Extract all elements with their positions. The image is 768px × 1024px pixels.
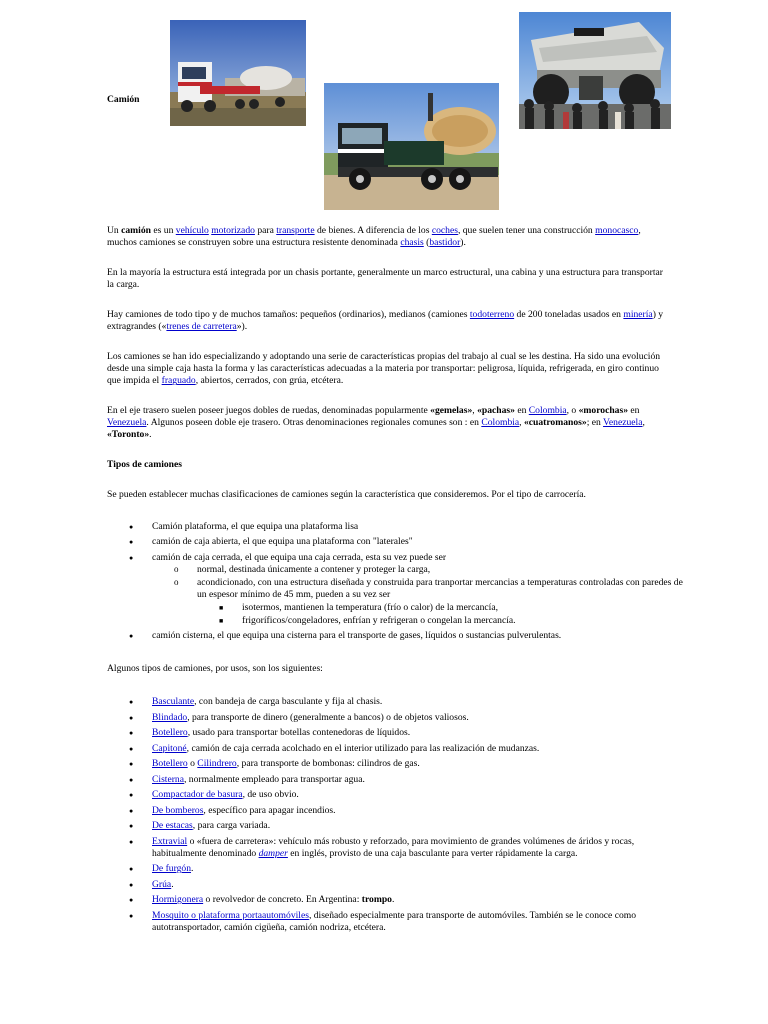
page-title: Camión bbox=[107, 94, 140, 105]
link-botellero[interactable]: Botellero bbox=[152, 727, 188, 738]
link-colombia-2[interactable]: Colombia bbox=[481, 417, 520, 429]
sub-list-item: o normal, destinada únicamente a contener y proteger la carga, bbox=[152, 564, 687, 576]
list-item: ● De estacas, para carga variada. bbox=[107, 820, 687, 832]
link-grua[interactable]: Grúa bbox=[152, 878, 172, 890]
types-intro-paragraph: Se pueden establecer muchas clasificaciones de camiones según la característica que consideremos. Por el tipo de carrocería. bbox=[107, 489, 586, 500]
uses-list bbox=[107, 696, 687, 937]
term-camion: camión bbox=[121, 225, 151, 236]
link-todoterreno[interactable]: todoterreno bbox=[469, 309, 515, 320]
link-fraguado[interactable]: fraguado bbox=[161, 375, 196, 387]
link-motorizado[interactable]: motorizado bbox=[211, 225, 255, 236]
link-capitone[interactable]: Capitoné bbox=[152, 742, 187, 754]
sizes-paragraph: Hay camiones de todo tipo y de muchos tamaños: pequeños (ordinarios), medianos (camiones todoterreno de 200 toneladas usados en minería) y extragrandes («trenes de carretera»). bbox=[107, 309, 664, 333]
link-chasis[interactable]: chasis bbox=[400, 237, 424, 249]
link-venezuela-2[interactable]: Venezuela bbox=[603, 417, 643, 429]
list-item: ● Compactador de basura, de uso obvio. bbox=[107, 789, 687, 801]
structure-paragraph: En la mayoría la estructura está integrada por un chasis portante, generalmente un marco estructural, una cabina y una estructura para transportar la carga. bbox=[107, 267, 663, 291]
mining-truck-photo bbox=[519, 12, 671, 129]
truck-transport-photo bbox=[170, 20, 306, 126]
link-de-furgon[interactable]: De furgón bbox=[152, 863, 191, 875]
list-item: ● Capitoné, camión de caja cerrada acolchado en el interior utilizado para las realización de mudanzas. bbox=[107, 743, 687, 755]
link-botellero-2[interactable]: Botellero bbox=[152, 758, 188, 769]
sub-sub-list-item: ■ isotermos, mantienen la temperatura (frío o calor) de la mercancía, bbox=[197, 602, 687, 614]
link-cilindrero[interactable]: Cilindrero bbox=[197, 758, 237, 769]
list-item: ● Botellero o Cilindrero, para transporte de bombonas: cilindros de gas. bbox=[107, 758, 687, 770]
intro-paragraph: Un camión es un vehículo motorizado para transporte de bienes. A diferencia de los coches, que suelen tener una construcción monocasco, muchos camiones se construyen sobre una estructura resistente denominada chasis (bastidor). bbox=[107, 225, 641, 249]
link-trenes-de-carretera[interactable]: trenes de carretera bbox=[166, 321, 237, 333]
list-item: ● Botellero, usado para transportar botellas contenedoras de líquidos. bbox=[107, 727, 687, 739]
link-de-estacas[interactable]: De estacas bbox=[152, 820, 193, 831]
link-vehiculo[interactable]: vehículo bbox=[175, 225, 209, 236]
uses-intro-paragraph: Algunos tipos de camiones, por usos, son los siguientes: bbox=[107, 663, 323, 674]
list-item: ● camión de caja cerrada, el que equipa una caja cerrada, esta su vez puede ser o normal, destinada únicamente a contener y proteger la carga, o acondicionado, con una estructura diseñada y construida para tranportar mercancias a temperaturas controladas con paredes de un espesor mínimo de 45 mm, pueden a su vez ser ■ isotermos, mantienen la temperatura (frío o calor) de la mercancía, ■ frigoríficos/congeladores, enfrían y refrigeran o congelan la mercancía. bbox=[107, 552, 687, 627]
specialization-paragraph: Los camiones se han ido especializando y adoptando una serie de características propias del trabajo al cual se les destina. Ha sido una evolución desde una simple caja hasta la forma y las características adecuadas a la materia por transportar: peligrosa, líquida, refrigerada, en giro continuo que impida el fraguado, abiertos, cerrados, con grúa, etcétera. bbox=[107, 351, 661, 387]
link-hormigonera[interactable]: Hormigonera bbox=[152, 894, 204, 906]
list-item: ● Cisterna, normalmente empleado para transportar agua. bbox=[107, 774, 687, 786]
link-de-bomberos[interactable]: De bomberos bbox=[152, 804, 204, 816]
list-item: ● Extravial o «fuera de carretera»: vehículo más robusto y reforzado, para movimiento de grandes volúmenes de áridos y rocas, habitualmente denominado damper en inglés, provisto de una caja basculante para verter rápidamente la carga. bbox=[107, 836, 687, 860]
link-venezuela[interactable]: Venezuela bbox=[107, 417, 147, 429]
types-heading: Tipos de camiones bbox=[107, 459, 182, 470]
link-blindado[interactable]: Blindado bbox=[152, 711, 188, 723]
link-bastidor[interactable]: bastidor bbox=[429, 237, 461, 249]
list-item: ● De bomberos, específico para apagar incendios. bbox=[107, 805, 687, 817]
list-item: ● Mosquito o plataforma portaautomóviles, diseñado especialmente para transporte de automóviles. También se le conoce como autotransportador, camión cigüeña, camión nodriza, etcétera. bbox=[107, 910, 687, 934]
list-item: ● Camión plataforma, el que equipa una plataforma lisa bbox=[107, 521, 687, 533]
link-damper[interactable]: damper bbox=[258, 847, 288, 859]
list-item: ● Grúa. bbox=[107, 879, 687, 891]
link-mineria[interactable]: minería bbox=[623, 309, 653, 320]
list-item: ● De furgón. bbox=[107, 863, 687, 875]
link-compactador-de-basura[interactable]: Compactador de basura bbox=[152, 789, 243, 800]
list-item: ● Hormigonera o revolvedor de concreto. En Argentina: trompo. bbox=[107, 894, 687, 906]
sub-sub-list-item: ■ frigoríficos/congeladores, enfrían y refrigeran o congelan la mercancía. bbox=[197, 615, 687, 627]
body-types-list bbox=[107, 521, 687, 645]
list-item: ● camión de caja abierta, el que equipa una plataforma con "laterales" bbox=[107, 536, 687, 548]
link-basculante[interactable]: Basculante bbox=[152, 696, 195, 707]
link-coches[interactable]: coches bbox=[431, 225, 458, 236]
link-mosquito[interactable]: Mosquito o plataforma portaautomóviles bbox=[152, 909, 309, 921]
link-cisterna[interactable]: Cisterna bbox=[152, 773, 184, 785]
list-item: ● Basculante, con bandeja de carga basculante y fija al chasis. bbox=[107, 696, 687, 708]
list-item: ● camión cisterna, el que equipa una cisterna para el transporte de gases, líquidos o sustancias pulverulentas. bbox=[107, 630, 687, 642]
sub-list-item: o acondicionado, con una estructura diseñada y construida para tranportar mercancias a temperaturas controladas con paredes de un espesor mínimo de 45 mm, pueden a su vez ser ■ isotermos, mantienen la temperatura (frío o calor) de la mercancía, ■ frigoríficos/congeladores, enfrían y refrigeran o congelan la mercancía. bbox=[152, 577, 687, 627]
link-extravial[interactable]: Extravial bbox=[152, 835, 188, 847]
link-monocasco[interactable]: monocasco bbox=[595, 225, 639, 236]
wheels-paragraph: En el eje trasero suelen poseer juegos dobles de ruedas, denominadas popularmente «gemelas», «pachas» en Colombia, o «morochas» en Venezuela. Algunos poseen doble eje trasero. Otras denominaciones regionales comunes son : en Colombia, «cuatromanos»; en Venezuela, «Toronto». bbox=[107, 405, 645, 441]
list-item: ● Blindado, para transporte de dinero (generalmente a bancos) o de objetos valiosos. bbox=[107, 712, 687, 724]
link-colombia[interactable]: Colombia bbox=[528, 405, 567, 416]
concrete-mixer-photo bbox=[324, 83, 499, 210]
link-transporte[interactable]: transporte bbox=[276, 225, 315, 236]
